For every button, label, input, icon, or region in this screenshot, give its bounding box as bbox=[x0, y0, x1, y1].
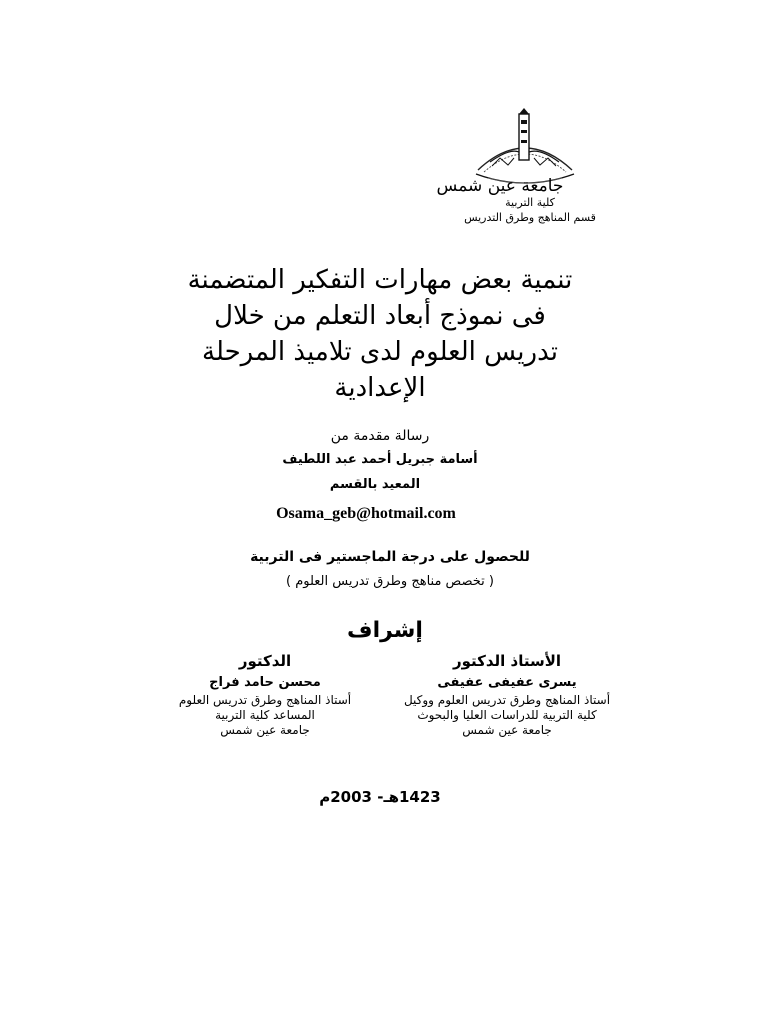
supervisor-name: يسرى عفيفى عفيفى bbox=[437, 675, 577, 690]
supervisor-position-line: أستاذ المناهج وطرق تدريس العلوم ووكيل bbox=[403, 693, 611, 707]
supervisor-primary bbox=[378, 651, 636, 738]
thesis-date: 1423هـ- 2003م bbox=[319, 788, 441, 806]
university-name: جامعة عين شمس bbox=[436, 176, 564, 196]
author-role: المعيد بالقسم bbox=[329, 477, 421, 492]
supervisor-position-line: كلية التربية للدراسات العليا والبحوث bbox=[417, 708, 597, 722]
supervisor-position-line: أستاذ المناهج وطرق تدريس العلوم bbox=[178, 693, 352, 707]
degree-statement: للحصول على درجة الماجستير فى التربية bbox=[250, 549, 530, 565]
supervisor-position-line: جامعة عين شمس bbox=[220, 723, 310, 737]
supervisor-title: الدكتور bbox=[238, 652, 292, 670]
author-email: Osama_geb@hotmail.com bbox=[276, 505, 456, 522]
thesis-title-line: الإعدادية bbox=[334, 373, 426, 403]
supervision-heading: إشراف bbox=[347, 618, 423, 643]
presented-by-label: رسالة مقدمة من bbox=[330, 428, 430, 444]
thesis-title-line: فى نموذج أبعاد التعلم من خلال bbox=[214, 301, 546, 331]
author-name: أسامة جبريل أحمد عبد اللطيف bbox=[282, 452, 478, 467]
supervisor-title: الأستاذ الدكتور bbox=[452, 652, 562, 670]
supervisor-name: محسن حامد فراج bbox=[209, 675, 321, 690]
supervisor-secondary bbox=[150, 651, 380, 738]
supervisor-position-line: المساعد كلية التربية bbox=[215, 708, 315, 722]
department-name: قسم المناهج وطرق التدريس bbox=[464, 211, 596, 224]
thesis-title-line: تدريس العلوم لدى تلاميذ المرحلة bbox=[202, 337, 558, 367]
specialization: ( تخصص مناهج وطرق تدريس العلوم ) bbox=[286, 574, 494, 589]
faculty-name: كلية التربية bbox=[505, 196, 555, 209]
supervisor-position-line: جامعة عين شمس bbox=[462, 723, 552, 737]
thesis-title-line: تنمية بعض مهارات التفكير المتضمنة bbox=[187, 265, 573, 295]
thesis-title bbox=[150, 262, 610, 406]
